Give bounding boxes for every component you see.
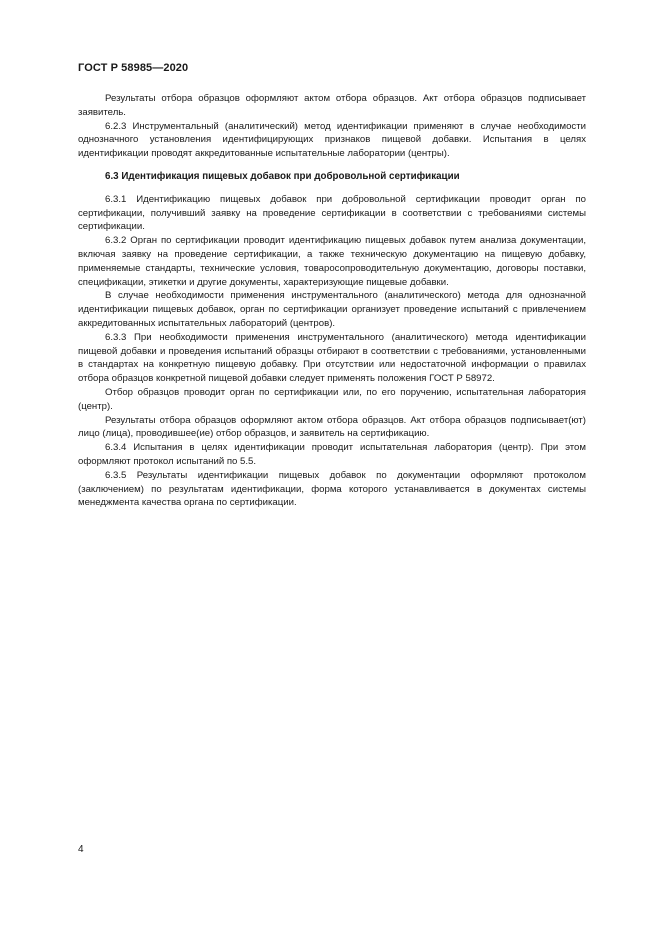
paragraph: 6.2.3 Инструментальный (аналитический) метод идентификации применяют в случае необходимости однозначного установления идентифицирующих признаков пищевой добавки. Испытания в целях идентификации проводят аккредитованные испытательные лаборатории (центры). — [78, 120, 586, 160]
paragraph: Результаты отбора образцов оформляют актом отбора образцов. Акт отбора образцов подписывает(ют) лицо (лица), проводившее(ие) отбор образцов, и заявитель на сертификацию. — [78, 414, 586, 440]
page-number: 4 — [78, 844, 84, 855]
paragraph: 6.3.2 Орган по сертификации проводит идентификацию пищевых добавок путем анализа документации, включая заявку на проведение сертификации, а также техническую документацию на пищевую добавку, применяемые стандарты, технические условия, товаросопроводительную документацию, договоры поставки, спецификации, этикетки и другие документы, характеризующие пищевые добавки. — [78, 235, 586, 288]
section-heading: 6.3 Идентификация пищевых добавок при добровольной сертификации — [105, 170, 460, 182]
paragraph: В случае необходимости применения инструментального (аналитического) метода для однозначной идентификации пищевых добавок, орган по сертификации организует проведение испытаний с привлечением аккредитованных испытательных лабораторий (центров). — [78, 290, 586, 329]
paragraph: 6.3.1 Идентификацию пищевых добавок при добровольной сертификации проводит орган по сертификации, получивший заявку на проведение сертификации в соответствии с требованиями системы сертификации. — [78, 193, 586, 233]
paragraph: Результаты отбора образцов оформляют актом отбора образцов. Акт отбора образцов подписывает заявитель. — [78, 93, 586, 118]
paragraph: 6.3.5 Результаты идентификации пищевых добавок по документации оформляют протоколом (заключением) по результатам идентификации, форма которого устанавливается в документах системы менеджмента качества органа по сертификации. — [78, 469, 586, 509]
document-header: ГОСТ Р 58985—2020 — [78, 62, 189, 74]
paragraph: 6.3.3 При необходимости применения инструментального (аналитического) метода идентификации пищевой добавки и проведения испытаний образцы отбирают в соответствии с требованиями, установленными в стандартах на конкретную пищевую добавку. При отсутствии или недостаточной информации о правилах отбора образцов конкретной пищевой добавки следует применять положения ГОСТ Р 58972. — [78, 331, 586, 385]
paragraph: 6.3.4 Испытания в целях идентификации проводит испытательная лаборатория (центр). При этом оформляют протокол испытаний по 5.5. — [78, 442, 586, 467]
document-body — [78, 92, 586, 510]
paragraph: Отбор образцов проводит орган по сертификации или, по его поручению, испытательная лаборатория (центр). — [78, 386, 586, 412]
